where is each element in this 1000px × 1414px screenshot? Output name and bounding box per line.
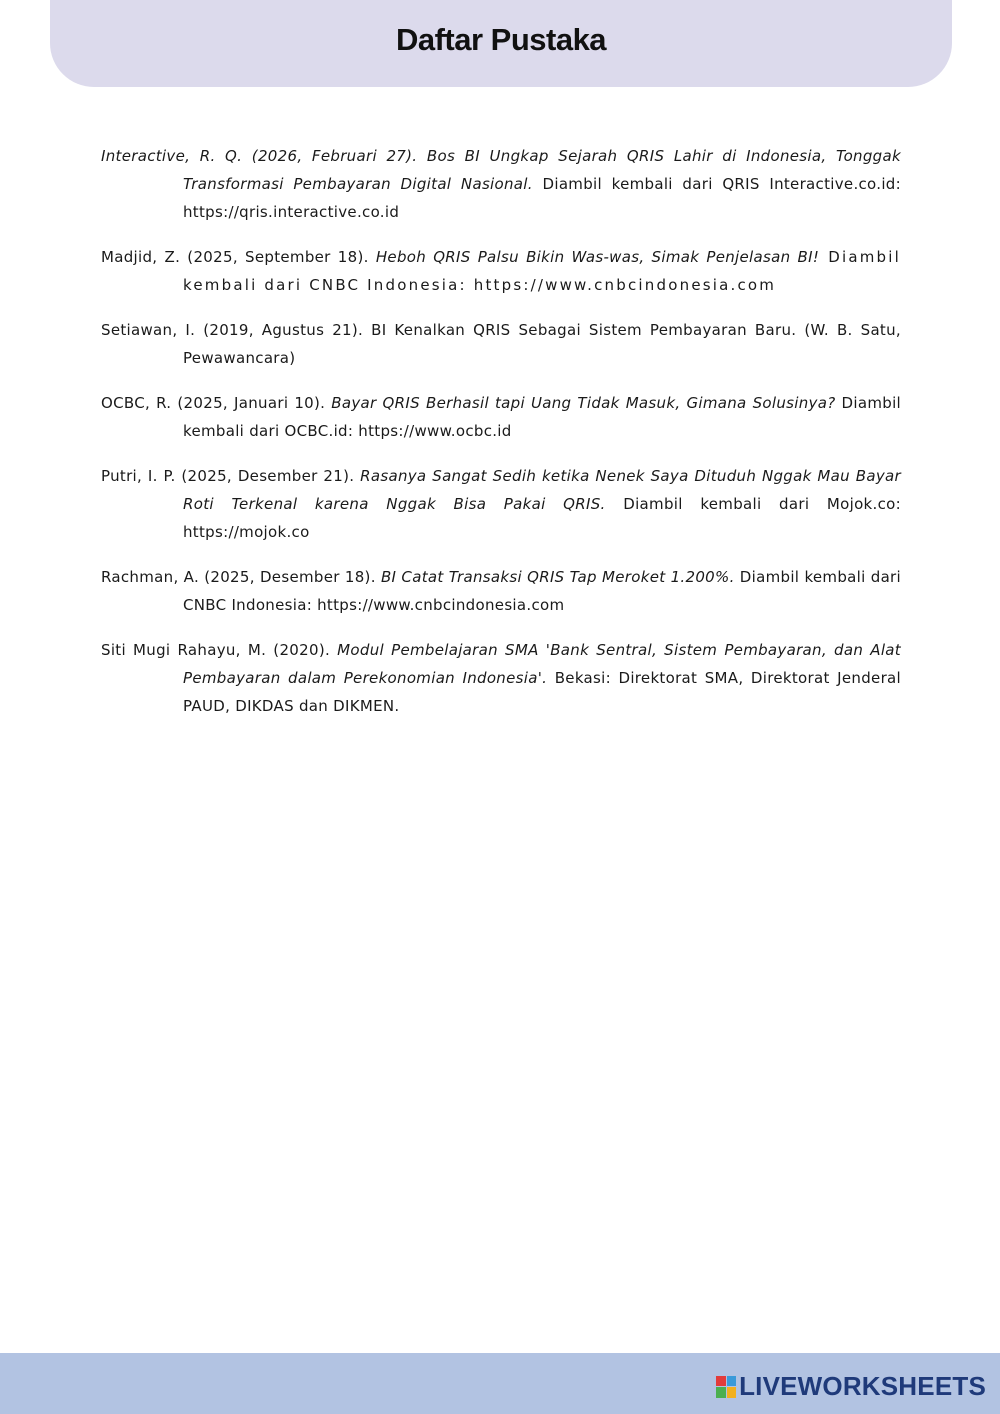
reference-title: Rasanya Sangat Sedih ketika Nenek Saya Dituduh Nggak Mau Bayar Roti Terkenal karena Nggak Bisa Pakai QRIS. <box>183 467 902 513</box>
reference-item <box>101 316 901 372</box>
reference-item <box>101 563 901 619</box>
reference-list <box>101 142 901 720</box>
reference-item <box>101 243 901 299</box>
reference-source: Diambil kembali dari QRIS Interactive.co.id: https://qris.interactive.co.id <box>183 175 901 221</box>
reference-source: Diambil kembali dari CNBC Indonesia: https://www.cnbcindonesia.com <box>183 568 901 614</box>
reference-lead: Putri, I. P. (2025, Desember 21). <box>101 467 361 485</box>
reference-source: Bekasi: Direktorat SMA, Direktorat Jenderal PAUD, DIKDAS dan DIKMEN. <box>183 669 901 715</box>
reference-lead: Madjid, Z. (2025, September 18). <box>101 248 376 266</box>
reference-lead: Setiawan, I. (2019, Agustus 21). BI Kenalkan QRIS Sebagai Sistem Pembayaran Baru. (W. B. Satu, Pewawancara) <box>101 321 901 367</box>
reference-title: Modul Pembelajaran SMA 'Bank Sentral, Sistem Pembayaran, dan Alat Pembayaran dalam Perekonomian Indonesia'. <box>183 641 901 687</box>
reference-title: Heboh QRIS Palsu Bikin Was-was, Simak Penjelasan BI! <box>375 248 820 266</box>
page-title: Daftar Pustaka <box>395 22 607 57</box>
reference-lead: OCBC, R. (2025, Januari 10). <box>101 394 332 412</box>
reference-item <box>101 462 901 546</box>
liveworksheets-logo[interactable] <box>716 1371 986 1402</box>
reference-item <box>101 142 901 226</box>
reference-source: Diambil kembali dari CNBC Indonesia: https://www.cnbcindonesia.com <box>183 248 902 294</box>
liveworksheets-logo-icon <box>716 1376 736 1398</box>
footer-band <box>0 1353 1000 1414</box>
reference-lead: Siti Mugi Rahayu, M. (2020). <box>101 641 338 659</box>
reference-item <box>101 636 901 720</box>
header-band <box>50 0 952 87</box>
reference-title: BI Catat Transaksi QRIS Tap Meroket 1.200%. <box>380 568 735 586</box>
reference-title: Interactive, R. Q. (2026, Februari 27). Bos BI Ungkap Sejarah QRIS Lahir di Indonesia, Tonggak Transformasi Pembayaran Digital Nasional. <box>101 147 901 193</box>
reference-item <box>101 389 901 445</box>
reference-title: Bayar QRIS Berhasil tapi Uang Tidak Masuk, Gimana Solusinya? <box>331 394 836 412</box>
reference-source: Diambil kembali dari Mojok.co: https://mojok.co <box>183 495 901 541</box>
reference-lead: Rachman, A. (2025, Desember 18). <box>101 568 381 586</box>
reference-source: Diambil kembali dari OCBC.id: https://www.ocbc.id <box>183 394 902 440</box>
brand-name: LIVEWORKSHEETS <box>739 1371 986 1401</box>
